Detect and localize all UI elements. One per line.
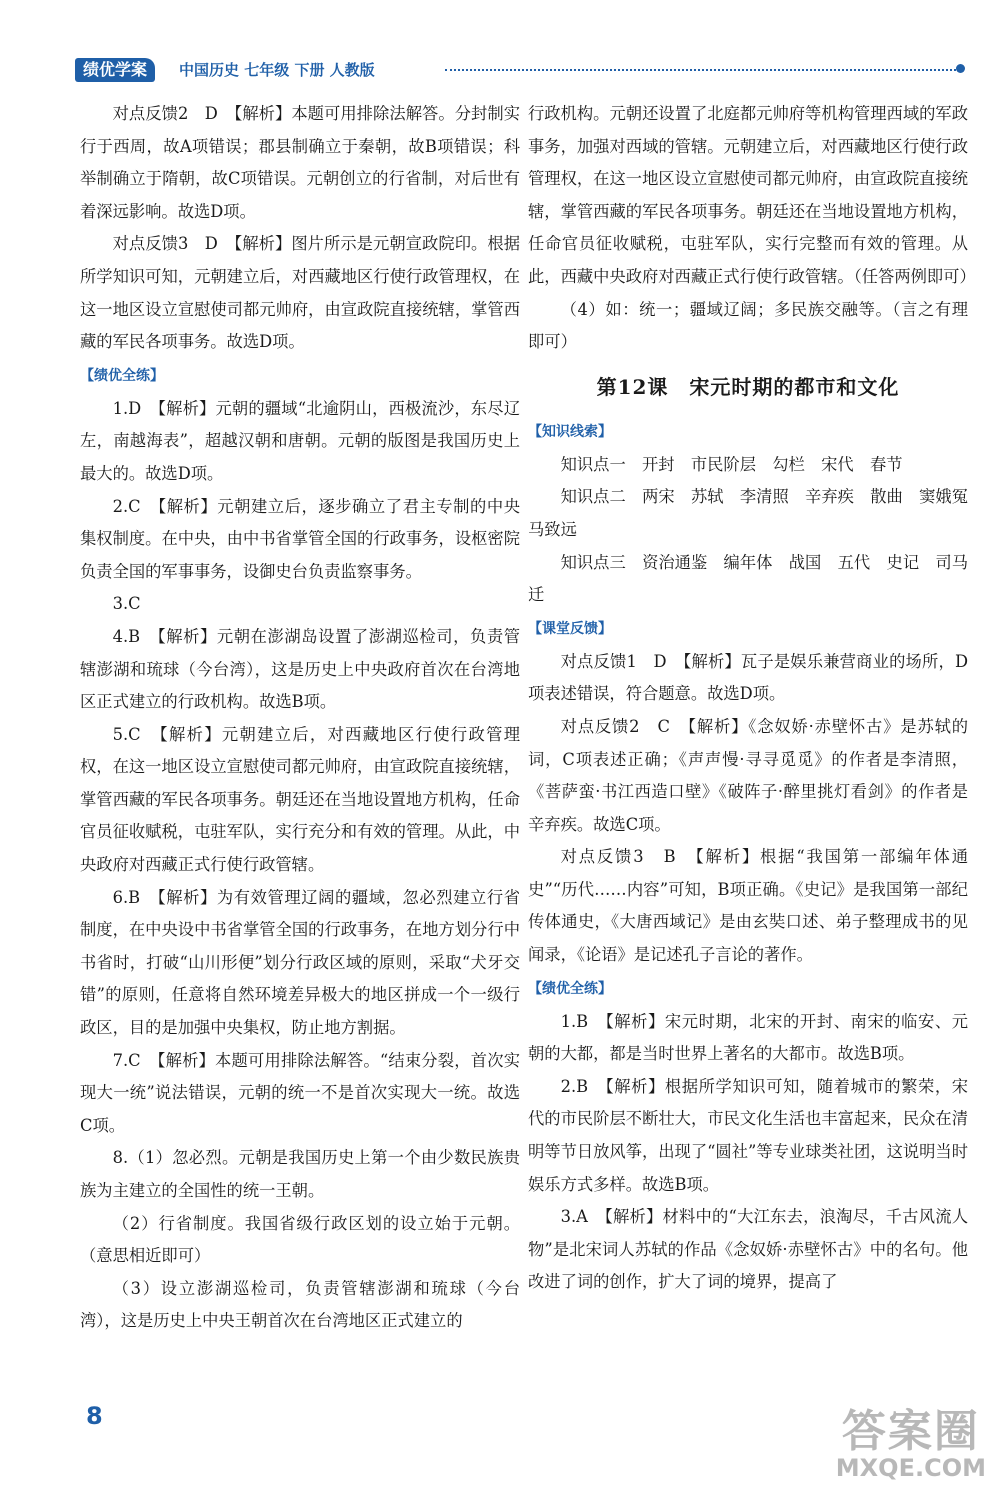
knowledge-point-1: 知识点一 开封 市民阶层 勾栏 宋代 春节 [560,454,903,474]
lesson-title: 第12课 宋元时期的都市和文化 [596,374,900,399]
left-column [80,98,520,1338]
answer-1: 1.D 【解析】元朝的疆域“北逾阴山，西极流沙，东尽辽左，南越海表”，超越汉朝和唐朝。元朝的版图是我国历史上最大的。故选D项。 [80,398,520,483]
answer-3: 3.C [112,594,141,614]
header-divider [445,69,960,71]
answer-6: 6.B 【解析】为有效管理辽阔的疆域，忽必烈建立行省制度，在中央设中书省掌管全国的行政事务，在地方划分行中书省时，打破“山川形便”划分行政区域的原则，采取“犬牙交错”的原则，任意将自然环境差异极大的地区拼成一个一级行政区，目的是加强中央集权，防止地方割据。 [80,887,520,1038]
watermark-logo: 答案圈 [841,1406,980,1457]
class-feedback-section-tag: 【课堂反馈】 [528,620,612,637]
class-feedback-1: 对点反馈1 D 【解析】瓦子是娱乐兼营商业的场所，D项表述错误，符合题意。故选D项。 [528,651,968,704]
knowledge-section-tag: 【知识线索】 [528,423,612,440]
watermark-domain: MXQE.COM [835,1454,986,1482]
continued-paragraph: 行政机构。元朝还设置了北庭都元帅府等机构管理西域的军政事务，加强对西域的管辖。元朝建立后，对西藏地区行使行政管理权，在这一地区设立宣慰使司都元帅府，由宣政院直接统辖，掌管西藏的军民各项事务。朝廷还在当地设置地方机构，任命官员征收赋税，屯驻军队，实行完整而有效的管理。从此，西藏中央政府对西藏正式行使行政管辖。（任答两例即可） [528,104,976,286]
brand-label: 绩优学案 [75,58,155,82]
page-header [75,58,965,84]
knowledge-point-2: 知识点二 两宋 苏轼 李清照 辛弃疾 散曲 窦娥冤 马致远 [528,487,985,539]
answer-8-part-4: （4）如：统一；疆域辽阔；多民族交融等。（言之有理即可） [528,299,968,352]
class-feedback-2: 对点反馈2 C 【解析】《念奴娇·赤壁怀古》是苏轼的词，C项表述正确；《声声慢·寻寻觅觅》的作者是李清照，《菩萨蛮·书江西造口壁》《破阵子·醉里挑灯看剑》的作者是辛弃疾。故选C项。 [528,716,968,834]
class-feedback-3: 对点反馈3 B 【解析】根据“我国第一部编年体通史”“历代……内容”可知，B项正确。《史记》是我国第一部纪传体通史，《大唐西域记》是由玄奘口述、弟子整理成书的见闻录，《论语》是记述孔子言论的著作。 [528,847,968,965]
right-column [528,98,985,1299]
practice-answer-2: 2.B 【解析】根据所学知识可知，随着城市的繁荣，宋代的市民阶层不断壮大，市民文化生活也丰富起来，民众在清明等节日放风筝，出现了“圆社”等专业球类社团，这说明当时娱乐方式多样。故选B项。 [528,1076,968,1194]
answer-8-part-2: （2）行省制度。我国省级行政区划的设立始于元朝。（意思相近即可） [80,1213,520,1266]
practice-answer-1: 1.B 【解析】宋元时期，北宋的开封、南宋的临安、元朝的大都，都是当时世界上著名的大都市。故选B项。 [528,1011,968,1064]
page-number: 8 [86,1402,103,1430]
answer-8-part-1: 8.（1）忽必烈。元朝是我国历史上第一个由少数民族贵族为主建立的全国性的统一王朝。 [80,1148,520,1200]
answer-5: 5.C 【解析】元朝建立后，对西藏地区行使行政管理权，在这一地区设立宣慰使司都元帅府，由宣政院直接统辖，掌管西藏的军民各项事务。朝廷还在当地设置地方机构，任命官员征收赋税，屯驻军队，实行充分和有效的管理。从此，中央政府对西藏正式行使行政管辖。 [80,724,520,875]
answer-7: 7.C 【解析】本题可用排除法解答。“结束分裂，首次实现大一统”说法错误，元朝的统一不是首次实现大一统。故选C项。 [80,1050,520,1135]
feedback-3-paragraph: 对点反馈3 D 【解析】图片所示是元朝宣政院印。根据所学知识可知，元朝建立后，对西藏地区行使行政管理权，在这一地区设立宣慰使司都元帅府，由宣政院直接统辖，掌管西藏的军民各项事务。故选D项。 [80,234,520,352]
answer-4: 4.B 【解析】元朝在澎湖岛设置了澎湖巡检司，负责管辖澎湖和琉球（今台湾），这是历史上中央政府首次在台湾地区正式建立的行政机构。故选B项。 [80,626,520,712]
watermark [836,1408,986,1480]
answer-8-part-3: （3）设立澎湖巡检司，负责管辖澎湖和琉球（今台湾），这是历史上中央王朝首次在台湾地区正式建立的 [80,1278,520,1331]
feedback-2-paragraph: 对点反馈2 D 【解析】本题可用排除法解答。分封制实行于西周，故A项错误；郡县制确立于秦朝，故B项错误；科举制确立于隋朝，故C项错误。元朝创立的行省制，对后世有着深远影响。故选D项。 [80,104,520,221]
answer-2: 2.C 【解析】元朝建立后，逐步确立了君主专制的中央集权制度。在中央，由中书省掌管全国的行政事务，设枢密院负责全国的军事事务，设御史台负责监察事务。 [80,496,520,581]
practice-answer-3: 3.A 【解析】材料中的“大江东去，浪淘尽，千古风流人物”是北宋词人苏轼的作品《念奴娇·赤壁怀古》中的名句。他改进了词的创作，扩大了词的境界，提高了 [528,1207,968,1292]
practice-section-tag: 【绩优全练】 [80,367,164,384]
subject-label: 中国历史 七年级 下册 人教版 [179,61,375,79]
header-dot [956,64,965,73]
knowledge-point-3: 知识点三 资治通鉴 编年体 战国 五代 史记 司马迁 [528,552,968,605]
practice-section-tag-2: 【绩优全练】 [528,980,612,997]
